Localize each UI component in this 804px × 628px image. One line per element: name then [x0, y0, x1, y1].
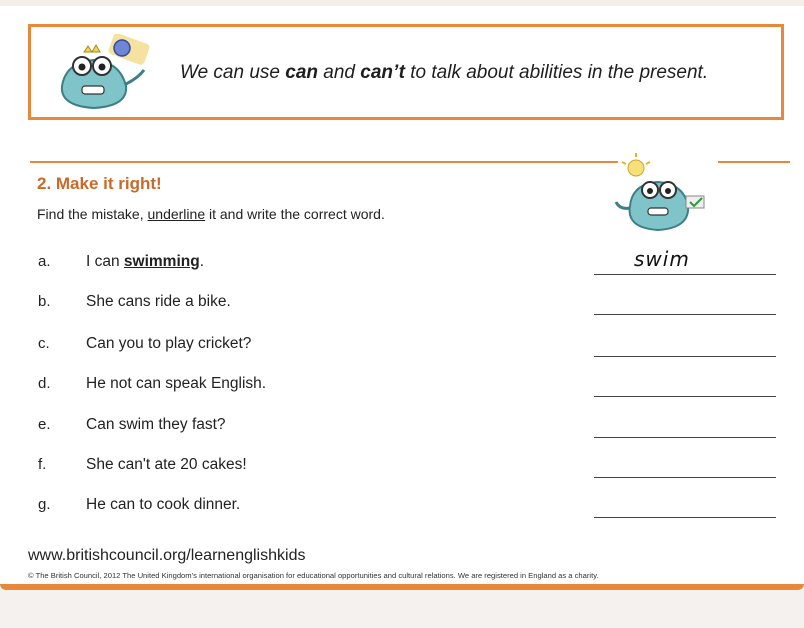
top-border: [0, 0, 804, 6]
answer-line[interactable]: [594, 477, 776, 478]
website-url: www.britishcouncil.org/learnenglishkids: [28, 547, 306, 564]
item-letter: e.: [38, 416, 51, 433]
instruction-text: Find the mistake,: [37, 206, 148, 222]
answer-line[interactable]: [594, 396, 776, 397]
answer-line[interactable]: [594, 437, 776, 438]
instruction-underlined-word: underline: [147, 206, 206, 222]
sentence-text: .: [199, 253, 205, 270]
item-letter: d.: [38, 375, 51, 392]
answer-line[interactable]: [594, 517, 776, 518]
exercise-item-b: [0, 293, 804, 317]
answer-line[interactable]: [594, 274, 776, 275]
exercise-item-c: [0, 335, 804, 359]
rule-part: We can use: [180, 62, 286, 83]
rule-part: to talk about abilities in the present.: [404, 62, 709, 83]
section-divider-right: [718, 161, 790, 163]
item-letter: a.: [38, 253, 51, 270]
item-letter: b.: [38, 293, 51, 310]
underlined-mistake: swimming: [123, 253, 200, 270]
grammar-rule-text: [180, 62, 708, 84]
item-sentence: She can't ate 20 cakes!: [86, 456, 247, 473]
sentence-text: I can: [86, 253, 124, 270]
item-letter: g.: [38, 496, 51, 513]
item-sentence: She cans ride a bike.: [86, 293, 231, 310]
rule-part-bold: can: [285, 62, 319, 83]
exercise-item-d: [0, 375, 804, 399]
copyright-notice: © The British Council, 2012 The United Kingdom’s international organisation for educational opportunities and cultural relations. We are registered in England as a charity.: [28, 571, 599, 580]
section-divider-left: [30, 161, 618, 163]
instruction-text: it and write the correct word.: [205, 206, 385, 222]
exercise-item-e: [0, 416, 804, 440]
exercise-item-f: [0, 456, 804, 480]
exercise-instructions: [37, 206, 385, 222]
rule-part-bold: can’t: [360, 62, 405, 83]
exercise-title: 2. Make it right!: [37, 174, 162, 193]
answer-line[interactable]: [594, 356, 776, 357]
item-letter: f.: [38, 456, 47, 473]
item-letter: c.: [38, 335, 50, 352]
rule-part: and: [318, 62, 361, 83]
handwritten-answer: swim: [634, 247, 690, 271]
item-sentence: He can to cook dinner.: [86, 496, 241, 513]
item-sentence: Can swim they fast?: [86, 416, 226, 433]
page-background-bottom: [0, 590, 804, 628]
item-sentence: [86, 253, 204, 271]
robot-mascot-icon: [52, 34, 162, 114]
item-sentence: Can you to play cricket?: [86, 335, 252, 352]
item-sentence: He not can speak English.: [86, 375, 267, 392]
robot-lightbulb-mascot-icon: [612, 150, 712, 240]
answer-line[interactable]: [594, 314, 776, 315]
exercise-item-a: [0, 247, 804, 277]
exercise-item-g: [0, 496, 804, 520]
